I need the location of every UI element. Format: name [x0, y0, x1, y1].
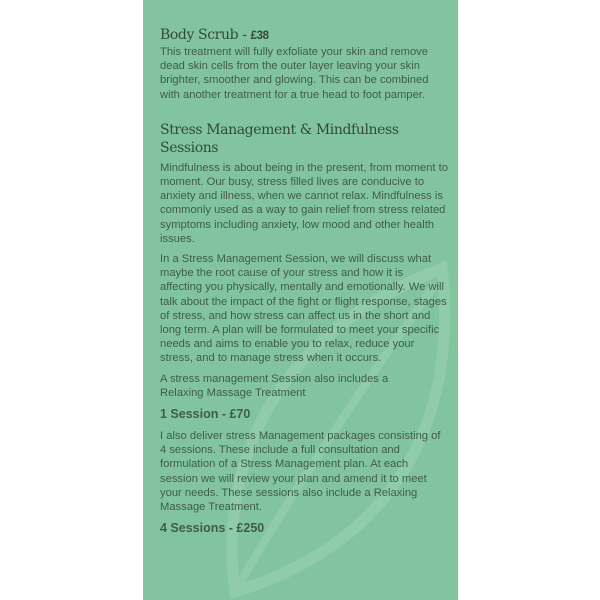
package-description: I also deliver stress Management packages consisting of 4 sessions. These include a full consultation and formulation of a Stress Management plan. At each session we will review your plan and amend it to meet your needs. These sessions also include a Relaxing Massage Treatment.	[160, 430, 441, 514]
content	[160, 26, 448, 536]
stress-paragraph-1: Mindfulness is about being in the present, from moment to moment. Our busy, stress filled lives are conducive to anxiety and illness, when we cannot relax. Mindfulness is commonly used as a way to gain relief from stress related symptoms including anxiety, low mood and other health issues.	[160, 161, 448, 245]
body-scrub-price: £38	[250, 30, 269, 42]
leaflet-panel	[143, 0, 458, 600]
body-scrub-title: Body Scrub -	[160, 27, 251, 43]
single-session-price: 1 Session - £70	[160, 407, 251, 422]
stress-heading: Stress Management & Mindfulness Sessions	[160, 121, 399, 156]
stress-paragraph-2: In a Stress Management Session, we will discuss what maybe the root cause of your stress and how it is affecting you physically, mentally and emotionally. We will talk about the impact of the fight or flight response, stages of stress, and how stress can affect us in the short and long term. A plan will be formulated to meet your specific needs and aims to enable you to relax, reduce your stress, and to manage stress when it occurs.	[160, 253, 447, 365]
stress-paragraph-3: A stress management Session also includes a Relaxing Massage Treatment	[160, 372, 389, 399]
body-scrub-heading	[160, 26, 448, 45]
body-scrub-description: This treatment will fully exfoliate your skin and remove dead skin cells from the outer layer leaving your skin brighter, smoother and glowing. This can be combined with another treatment for a true head to foot pamper.	[160, 46, 429, 101]
package-price: 4 Sessions - £250	[160, 521, 265, 536]
